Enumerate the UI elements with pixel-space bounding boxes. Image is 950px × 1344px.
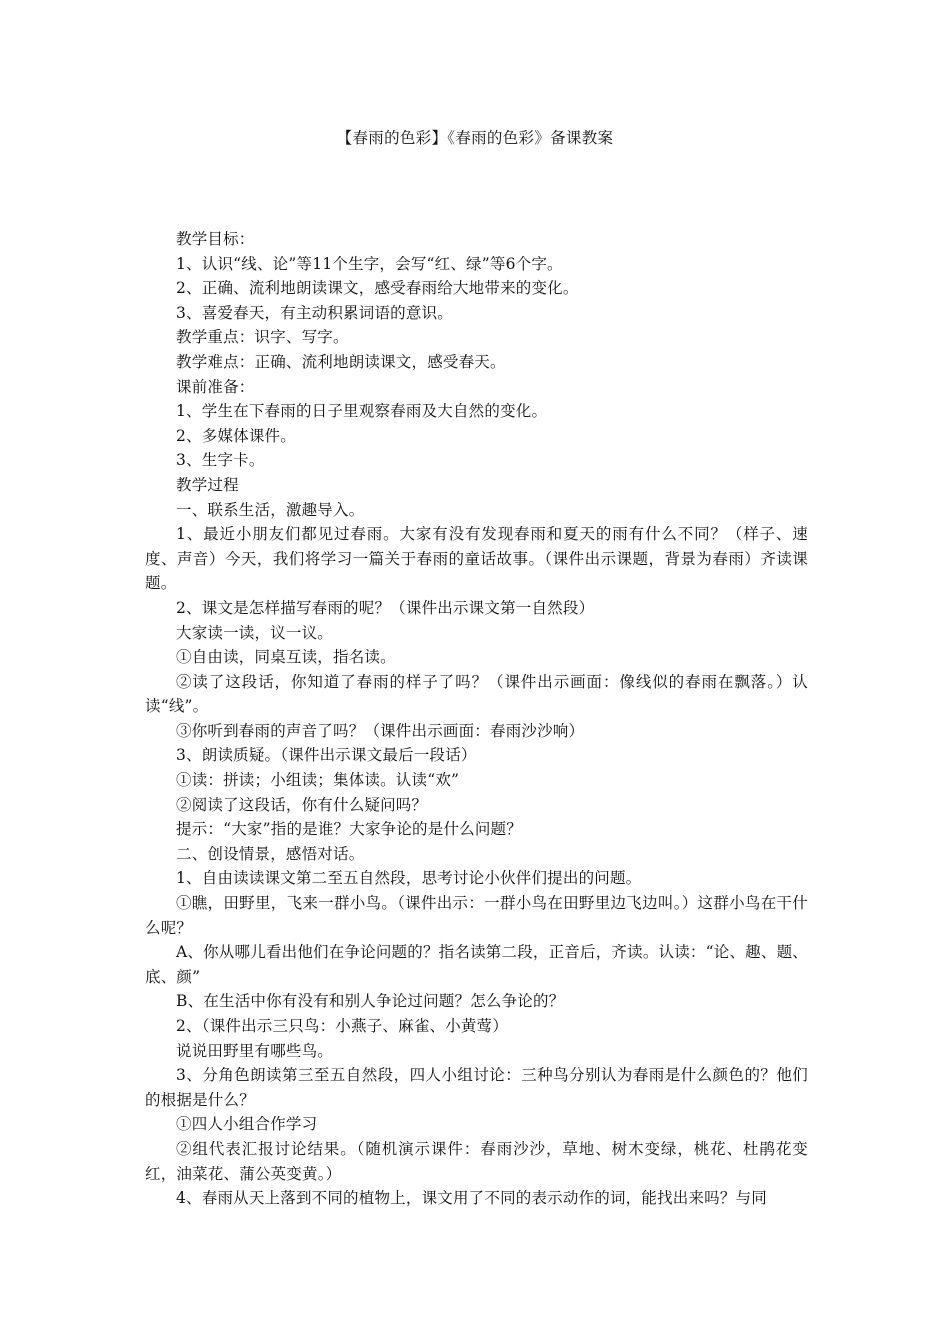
paragraph: 二、创设情景，感悟对话。: [176, 844, 365, 863]
paragraph: ①自由读，同桌互读，指名读。: [176, 648, 396, 667]
paragraph: 4、春雨从天上落到不同的植物上，课文用了不同的表示动作的词，能找出来吗？与同: [176, 1189, 767, 1208]
paragraph: 2、正确、流利地朗读课文，感受春雨给大地带来的变化。: [176, 279, 579, 298]
paragraph: 2、（课件出示三只鸟：小燕子、麻雀、小黄莺）: [176, 1017, 509, 1035]
document-body: [145, 227, 808, 1211]
paragraph: 教学重点：识字、写字。: [176, 328, 349, 347]
paragraph: 大家读一读，议一议。: [176, 623, 334, 642]
paragraph: ①瞧，田野里，飞来一群小鸟。（课件出示：一群小鸟在田野里边飞边叫。）这群小鸟在干什么呢？: [145, 894, 808, 937]
paragraph: 3、分角色朗读第三至五自然段，四人小组讨论：三种鸟分别认为春雨是什么颜色的？他们的根据是什么？: [145, 1066, 808, 1109]
paragraph: 1、最近小朋友们都见过春雨。大家有没有发现春雨和夏天的雨有什么不同？（样子、速度、声音）今天，我们将学习一篇关于春雨的童话故事。（课件出示课题，背景为春雨）齐读课题。: [145, 525, 808, 593]
paragraph: 3、生字卡。: [176, 451, 265, 470]
section-heading-preparation: 课前准备：: [176, 377, 255, 396]
paragraph: ①读：拼读；小组读；集体读。认读“欢”: [176, 771, 460, 790]
paragraph: 说说田野里有哪些鸟。: [176, 1041, 334, 1060]
paragraph: ②组代表汇报讨论结果。（随机演示课件：春雨沙沙，草地、树木变绿，桃花、杜鹃花变红，油菜花、蒲公英变黄。）: [145, 1139, 808, 1183]
paragraph: 2、多媒体课件。: [176, 426, 296, 445]
paragraph: 2、课文是怎样描写春雨的呢？（课件出示课文第一自然段）: [176, 598, 595, 617]
paragraph: 3、喜爱春天，有主动积累词语的意识。: [176, 303, 453, 322]
paragraph: 一、联系生活，激趣导入。: [176, 500, 365, 519]
paragraph: B、在生活中你有没有和别人争论过问题？怎么争论的？: [176, 992, 565, 1011]
paragraph: 教学难点：正确、流利地朗读课文，感受春天。: [176, 352, 506, 371]
paragraph: A、你从哪儿看出他们在争论问题的？指名读第二段，正音后，齐读。认读：“论、趣、题、底、颜”: [145, 943, 808, 986]
section-heading-process: 教学过程: [176, 475, 239, 494]
paragraph: ②阅读了这段话，你有什么疑问吗？: [176, 795, 428, 814]
paragraph: 3、朗读质疑。（课件出示课文最后一段话）: [176, 746, 477, 765]
document-title: 【春雨的色彩】《春雨的色彩》备课教案: [336, 129, 614, 147]
paragraph: 1、自由读读课文第二至五自然段，思考讨论小伙伴们提出的问题。: [176, 869, 642, 888]
paragraph: 1、认识“线、论”等11个生字，会写“红、绿”等6个字。: [176, 254, 563, 273]
paragraph: ③你听到春雨的声音了吗？（课件出示画面：春雨沙沙响）: [176, 721, 585, 740]
paragraph: 提示：“大家”指的是谁？大家争论的是什么问题？: [176, 820, 522, 839]
paragraph: 1、学生在下春雨的日子里观察春雨及大自然的变化。: [176, 402, 548, 421]
section-heading-goals: 教学目标：: [176, 230, 255, 248]
paragraph: ①四人小组合作学习: [176, 1115, 318, 1134]
paragraph: ②读了这段话，你知道了春雨的样子了吗？（课件出示画面：像线似的春雨在飘落。）认读“线”。: [145, 672, 808, 716]
